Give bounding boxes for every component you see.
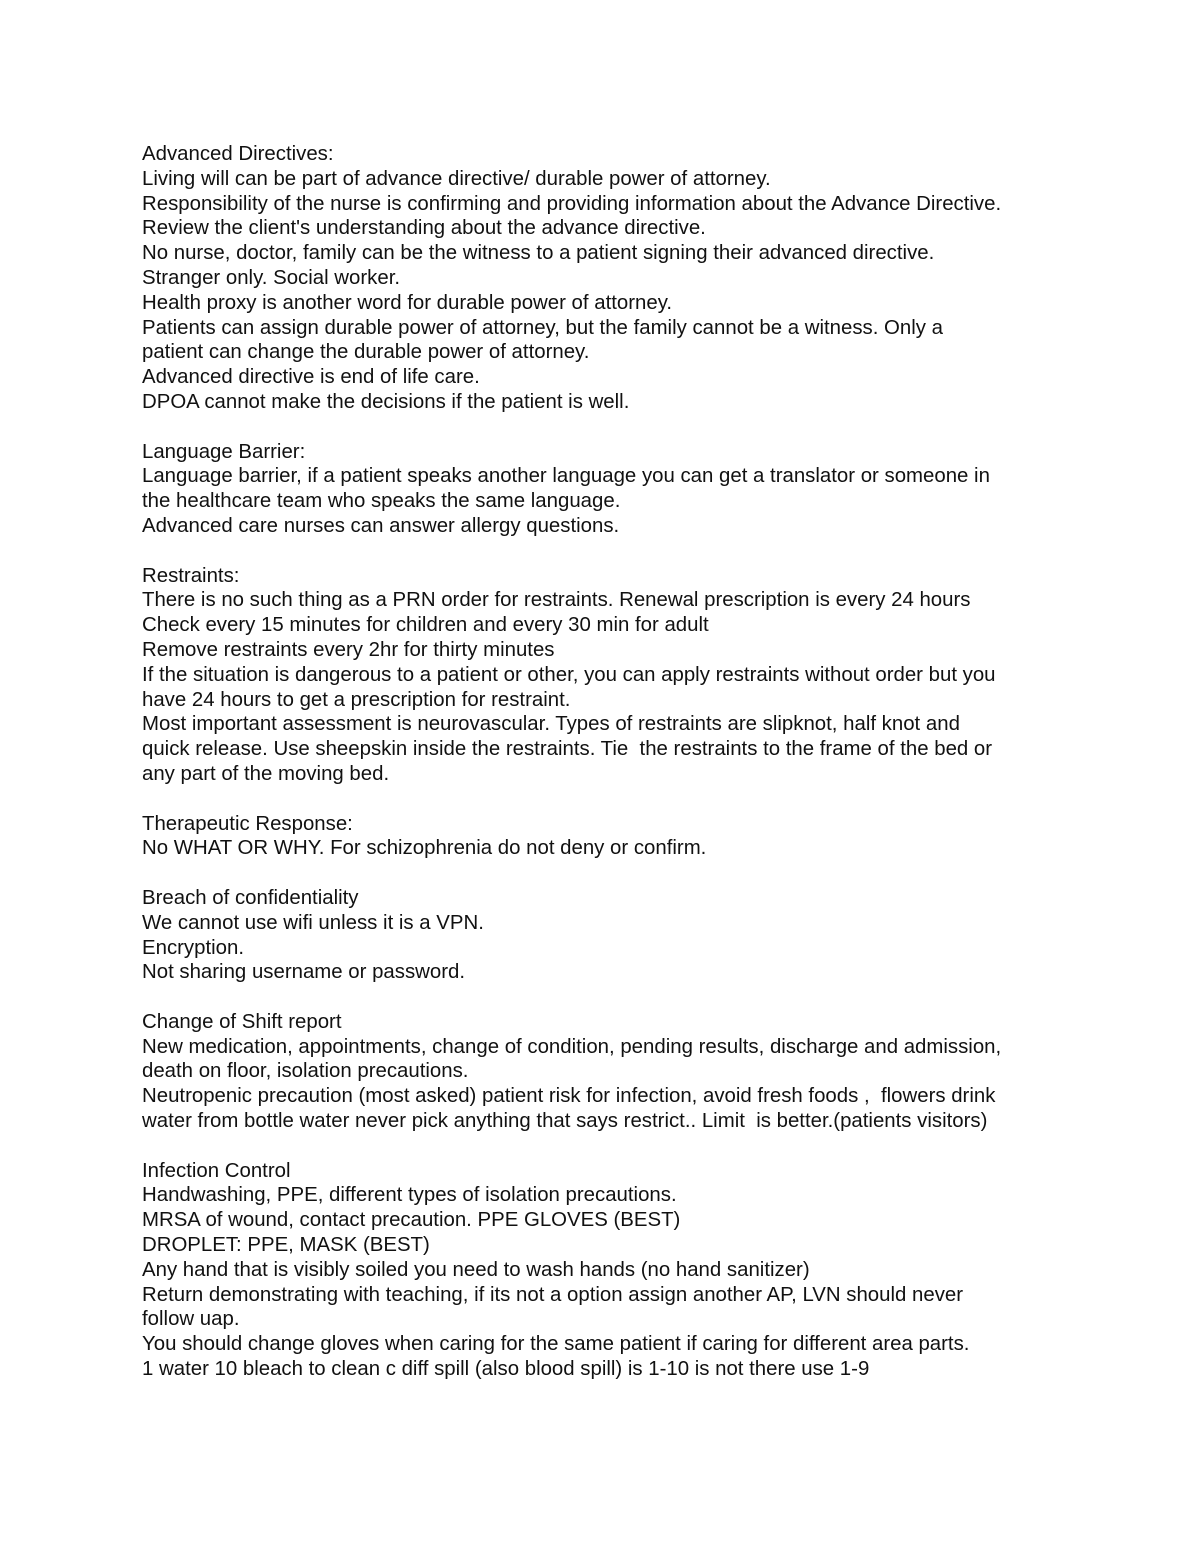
section-heading: Restraints: (142, 564, 240, 587)
paragraph-gap (142, 539, 1072, 564)
text-line: You should change gloves when caring for the same patient if caring for different area parts. (142, 1333, 970, 1356)
text-line: Advanced care nurses can answer allergy questions. (142, 514, 620, 537)
text-line: Handwashing, PPE, different types of isolation precautions. (142, 1184, 677, 1207)
text-line: any part of the moving bed. (142, 762, 390, 785)
paragraph-gap (142, 787, 1072, 812)
text-line: patient can change the durable power of attorney. (142, 341, 590, 364)
text-line: Advanced directive is end of life care. (142, 366, 480, 389)
text-line: MRSA of wound, contact precaution. PPE GLOVES (BEST) (142, 1209, 681, 1232)
section-heading: Change of Shift report (142, 1010, 342, 1033)
text-line: We cannot use wifi unless it is a VPN. (142, 911, 484, 934)
text-line: death on floor, isolation precautions. (142, 1060, 469, 1083)
text-line: Any hand that is visibly soiled you need to wash hands (no hand sanitizer) (142, 1258, 810, 1281)
text-line: water from bottle water never pick anything that says restrict.. Limit is better.(patients visitors) (142, 1110, 988, 1133)
text-line: quick release. Use sheepskin inside the restraints. Tie the restraints to the frame of the bed or (142, 738, 993, 761)
section-restraints (142, 564, 1072, 787)
section-language-barrier (142, 440, 1072, 539)
section-heading: Breach of confidentiality (142, 886, 359, 909)
text-line: New medication, appointments, change of condition, pending results, discharge and admission, (142, 1035, 1002, 1058)
text-line: Stranger only. Social worker. (142, 266, 401, 289)
section-heading: Infection Control (142, 1159, 291, 1182)
text-line: There is no such thing as a PRN order for restraints. Renewal prescription is every 24 hours (142, 589, 971, 612)
text-line: Patients can assign durable power of attorney, but the family cannot be a witness. Only a (142, 316, 943, 339)
section-heading: Therapeutic Response: (142, 812, 353, 835)
text-line: Review the client's understanding about the advance directive. (142, 217, 706, 240)
text-line: DROPLET: PPE, MASK (BEST) (142, 1234, 430, 1257)
text-line: Return demonstrating with teaching, if its not a option assign another AP, LVN should never (142, 1283, 964, 1306)
section-breach-of-confidentiality (142, 886, 1072, 985)
text-line: have 24 hours to get a prescription for restraint. (142, 688, 571, 711)
section-change-of-shift-report (142, 1010, 1072, 1134)
text-line: follow uap. (142, 1308, 240, 1331)
text-line: Remove restraints every 2hr for thirty minutes (142, 638, 555, 661)
paragraph-gap (142, 861, 1072, 886)
section-advanced-directives (142, 142, 1072, 415)
text-line: No WHAT OR WHY. For schizophrenia do not deny or confirm. (142, 837, 707, 860)
paragraph-gap (142, 1134, 1072, 1159)
text-line: Language barrier, if a patient speaks another language you can get a translator or someone in (142, 465, 990, 488)
text-line: Living will can be part of advance directive/ durable power of attorney. (142, 167, 771, 190)
text-line: Most important assessment is neurovascular. Types of restraints are slipknot, half knot and (142, 713, 960, 736)
text-line: Check every 15 minutes for children and every 30 min for adult (142, 614, 709, 637)
text-line: DPOA cannot make the decisions if the patient is well. (142, 390, 630, 413)
section-heading: Language Barrier: (142, 440, 306, 463)
text-line: the healthcare team who speaks the same language. (142, 490, 621, 513)
paragraph-gap (142, 415, 1072, 440)
text-line: Neutropenic precaution (most asked) patient risk for infection, avoid fresh foods , flowers drink (142, 1085, 996, 1108)
section-heading: Advanced Directives: (142, 143, 334, 165)
section-therapeutic-response (142, 812, 1072, 862)
paragraph-gap (142, 985, 1072, 1010)
text-line: Responsibility of the nurse is confirming and providing information about the Advance Directive. (142, 192, 1002, 215)
text-line: Health proxy is another word for durable power of attorney. (142, 291, 673, 314)
text-line: Not sharing username or password. (142, 961, 466, 984)
document-body (142, 142, 1072, 1382)
text-line: Encryption. (142, 936, 245, 959)
text-line: No nurse, doctor, family can be the witness to a patient signing their advanced directive. (142, 242, 935, 265)
text-line: If the situation is dangerous to a patient or other, you can apply restraints without order but you (142, 663, 996, 686)
section-infection-control (142, 1159, 1072, 1382)
text-line: 1 water 10 bleach to clean c diff spill (also blood spill) is 1-10 is not there use 1-9 (142, 1358, 870, 1381)
